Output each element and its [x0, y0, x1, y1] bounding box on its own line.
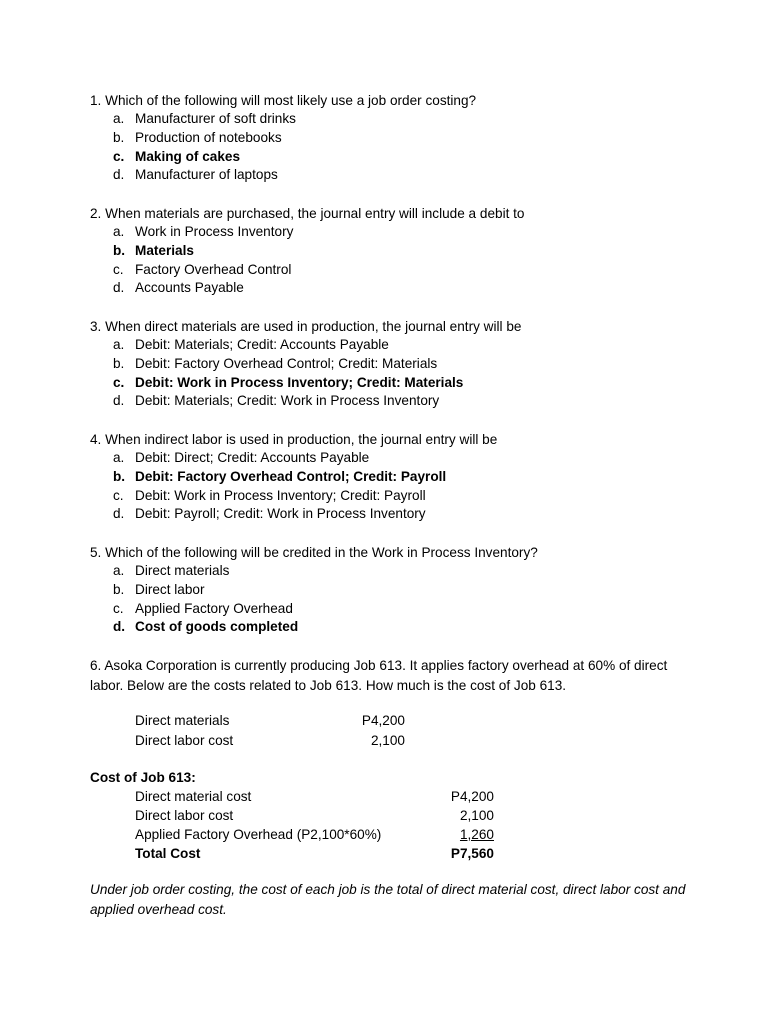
solution-label: Total Cost	[135, 846, 201, 861]
option-letter: b.	[113, 242, 126, 258]
option-letter: a.	[113, 111, 125, 126]
option-d	[90, 279, 690, 298]
solution-row-labor	[0, 806, 768, 826]
option-text: Debit: Work in Process Inventory; Credit: Payroll	[135, 487, 426, 503]
option-a	[90, 562, 690, 581]
option-text: Direct labor	[135, 581, 205, 597]
option-d	[90, 392, 690, 411]
option-text: Debit: Payroll; Credit: Work in Process Inventory	[135, 506, 426, 522]
option-letter: b.	[113, 468, 126, 484]
solution-label: Direct labor cost	[135, 808, 234, 823]
question-stem: 1. Which of the following will most likely use a job order costing?	[90, 93, 477, 108]
option-c-correct	[90, 148, 690, 167]
solution-label: Direct material cost	[135, 789, 252, 804]
option-a	[90, 336, 690, 355]
option-letter: a.	[113, 563, 125, 578]
question-stem: 2. When materials are purchased, the journal entry will include a debit to	[90, 206, 525, 221]
solution-title: Cost of Job 613:	[90, 770, 196, 785]
option-a	[90, 449, 690, 468]
solution-amount: 1,260	[459, 827, 494, 842]
option-letter: a.	[113, 450, 125, 465]
solution-label: Applied Factory Overhead (P2,100*60%)	[135, 827, 382, 842]
given-amount: P4,200	[361, 713, 405, 728]
given-label: Direct labor cost	[135, 733, 234, 748]
given-amount: 2,100	[370, 733, 405, 748]
option-b	[90, 355, 690, 374]
option-text: Materials	[135, 242, 194, 258]
option-letter: c.	[113, 487, 124, 503]
option-letter: c.	[113, 148, 125, 164]
option-letter: b.	[113, 129, 125, 145]
option-d-correct	[90, 618, 690, 637]
given-row-materials	[0, 711, 768, 731]
option-letter: b.	[113, 581, 125, 597]
option-text: Cost of goods completed	[135, 619, 299, 635]
option-text: Debit: Materials; Credit: Work in Process Inventory	[135, 393, 440, 409]
option-text: Direct materials	[135, 563, 230, 578]
option-letter: d.	[113, 506, 125, 522]
option-letter: d.	[113, 393, 125, 409]
option-a	[90, 110, 690, 129]
option-d	[90, 166, 690, 185]
option-text: Making of cakes	[135, 148, 241, 164]
solution-amount: P4,200	[450, 789, 494, 804]
solution-amount: 2,100	[459, 808, 494, 823]
question-5	[90, 543, 690, 637]
given-row-labor	[0, 731, 768, 751]
option-d	[90, 505, 690, 524]
option-letter: b.	[113, 355, 125, 371]
option-b-correct	[90, 468, 690, 487]
question-stem: 5. Which of the following will be credited in the Work in Process Inventory?	[90, 545, 538, 560]
option-text: Debit: Materials; Credit: Accounts Payable	[135, 337, 389, 352]
option-text: Debit: Factory Overhead Control; Credit: Materials	[135, 355, 438, 371]
option-c	[90, 600, 690, 619]
option-a	[90, 223, 690, 242]
solution-row-overhead	[0, 825, 768, 845]
option-letter: a.	[113, 337, 125, 352]
option-letter: a.	[113, 224, 125, 239]
option-text: Debit: Direct; Credit: Accounts Payable	[135, 450, 370, 465]
option-b	[90, 581, 690, 600]
option-text: Factory Overhead Control	[135, 261, 292, 277]
option-text: Accounts Payable	[135, 280, 244, 296]
solution-row-total	[0, 844, 768, 864]
option-text: Debit: Work in Process Inventory; Credit: Materials	[135, 374, 464, 390]
option-text: Production of notebooks	[135, 129, 282, 145]
solution-row-material	[0, 787, 768, 807]
option-text: Applied Factory Overhead	[135, 600, 293, 616]
question-stem: 4. When indirect labor is used in production, the journal entry will be	[90, 432, 498, 447]
option-letter: d.	[113, 167, 125, 183]
option-letter: d.	[113, 280, 125, 296]
explanation-note: Under job order costing, the cost of each job is the total of direct material cost, direct labor cost and applied overhead cost.	[90, 882, 686, 917]
option-c	[90, 487, 690, 506]
question-6-stem: 6. Asoka Corporation is currently producing Job 613. It applies factory overhead at 60% of direct labor. Below are the costs related to Job 613. How much is the cost of Job 613.	[90, 658, 668, 693]
option-letter: d.	[113, 619, 126, 635]
question-2	[90, 204, 690, 298]
option-c-correct	[90, 374, 690, 393]
given-label: Direct materials	[135, 713, 230, 728]
solution-amount: P7,560	[450, 846, 494, 861]
question-3	[90, 317, 690, 411]
option-b	[90, 129, 690, 148]
option-text: Manufacturer of soft drinks	[135, 111, 296, 126]
option-text: Debit: Factory Overhead Control; Credit: Payroll	[135, 468, 447, 484]
option-text: Manufacturer of laptops	[135, 167, 278, 183]
option-c	[90, 261, 690, 280]
option-letter: c.	[113, 374, 125, 390]
option-b-correct	[90, 242, 690, 261]
option-letter: c.	[113, 600, 124, 616]
question-4	[90, 430, 690, 524]
question-1	[90, 91, 690, 185]
option-text: Work in Process Inventory	[135, 224, 294, 239]
question-stem: 3. When direct materials are used in production, the journal entry will be	[90, 319, 522, 334]
option-letter: c.	[113, 261, 124, 277]
